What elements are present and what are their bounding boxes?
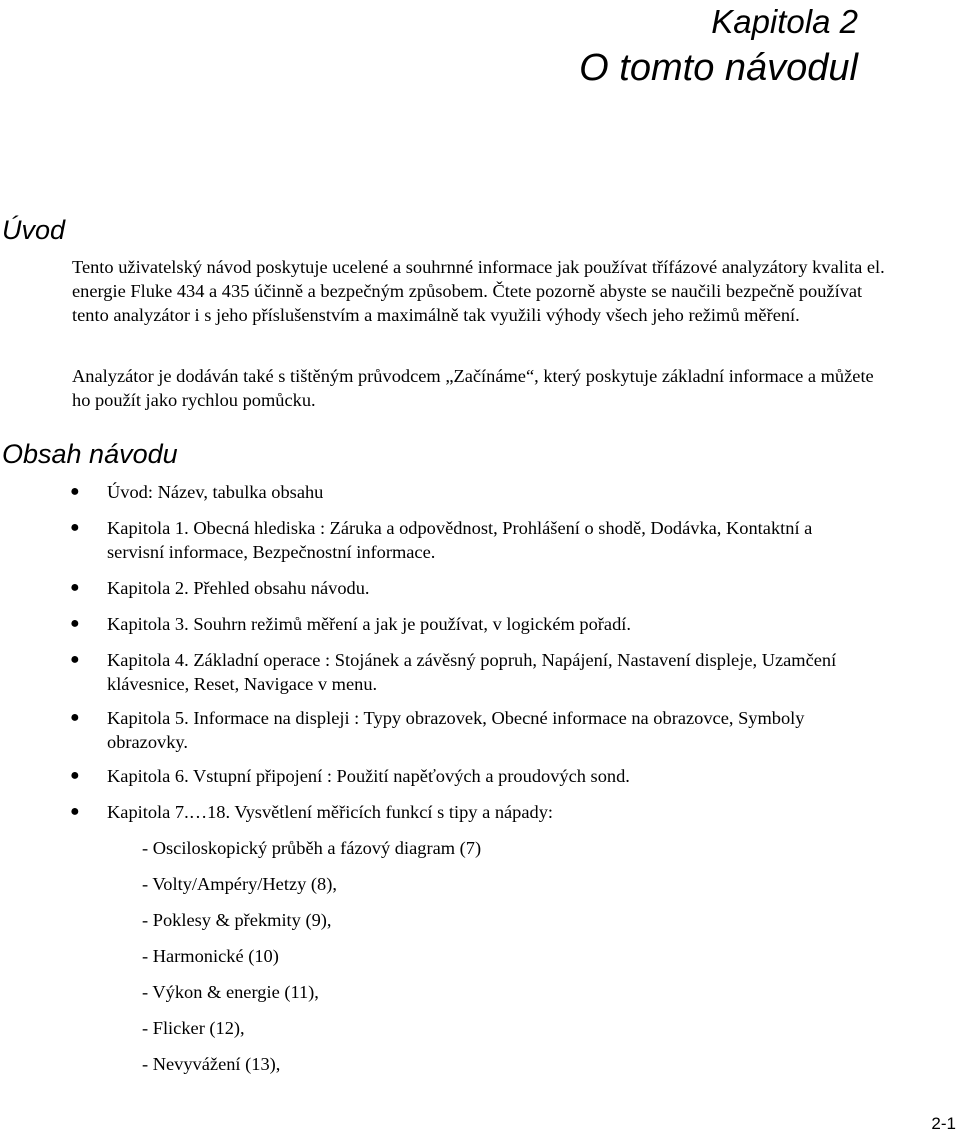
section-heading-intro: Úvod [2,215,66,245]
toc-item-text: Kapitola 6. Vstupní připojení : Použití napěťových a proudových sond. [107,766,630,786]
toc-item-text: Kapitola 4. Základní operace : Stojánek a závěsný popruh, Napájení, Nastavení displeje, Uzamčení klávesnice, Reset, Navigace v menu. [107,650,837,694]
bullet-icon: ● [70,651,80,668]
subitem: - Výkon & energie (11), [142,982,319,1002]
bullet-icon: ● [70,483,80,500]
intro-paragraph-1: Tento uživatelský návod poskytuje ucelené a souhrnné informace jak používat třífázové analyzátory kvalita el. energie Fluke 434 a 435 účinně a bezpečným způsobem. Čtete pozorně abyste se naučili bezpečně používat tento analyzátor i s jeho příslušenstvím a maximálně tak využili výhody všech jeho režimů měření. [72,257,885,325]
toc-item-text: Kapitola 2. Přehled obsahu návodu. [107,578,370,598]
bullet-icon: ● [70,615,80,632]
bullet-icon: ● [70,579,80,596]
toc-item-text: Kapitola 1. Obecná hlediska : Záruka a odpovědnost, Prohlášení o shodě, Dodávka, Kontaktní a servisní informace, Bezpečnostní informace. [107,518,813,562]
subitem: - Poklesy & překmity (9), [142,910,332,930]
toc-item-text: Kapitola 3. Souhrn režimů měření a jak je používat, v logickém pořadí. [107,614,631,634]
subitem: - Volty/Ampéry/Hetzy (8), [142,874,337,894]
subitem: - Harmonické (10) [142,946,279,966]
toc-item-text: Kapitola 7.…18. Vysvětlení měřicích funkcí s tipy a nápady: [107,802,554,822]
bullet-icon: ● [70,519,80,536]
page-number: 2-1 [931,1114,956,1133]
subitem: - Nevyvážení (13), [142,1054,281,1074]
chapter-number: Kapitola 2 [711,3,858,40]
toc-item-text: Úvod: Název, tabulka obsahu [107,482,324,502]
chapter-title: O tomto návodul [579,47,858,89]
bullet-icon: ● [70,767,80,784]
subitem: - Flicker (12), [142,1018,245,1038]
toc-item-text: Kapitola 5. Informace na displeji : Typy obrazovek, Obecné informace na obrazovce, Symboly obrazovky. [107,708,805,752]
bullet-icon: ● [70,709,80,726]
intro-paragraph-2: Analyzátor je dodáván také s tištěným průvodcem „Začínáme“, který poskytuje základní informace a můžete ho použít jako rychlou pomůcku. [72,366,874,410]
chapter-header [579,0,858,92]
bullet-icon: ● [70,803,80,820]
subitem: - Osciloskopický průběh a fázový diagram (7) [142,838,482,858]
section-heading-contents: Obsah návodu [2,439,178,469]
